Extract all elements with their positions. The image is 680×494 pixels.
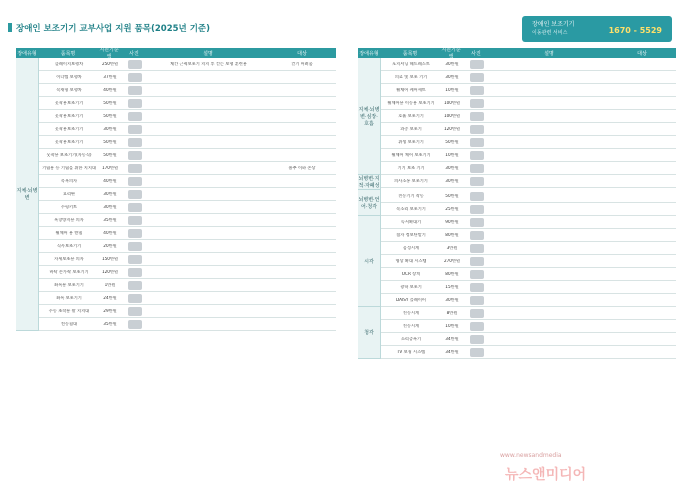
product-image xyxy=(128,177,142,186)
item-name: 의료 및 보조 기기 xyxy=(394,74,428,79)
item-price: 15만원 xyxy=(445,284,459,289)
item-name: 목재형 보행차 xyxy=(56,87,82,92)
item-name: 수동 조작용 팔 지지대 xyxy=(48,308,90,313)
category-cell: 지체·뇌병변 xyxy=(16,58,39,331)
item-name: 목소리 보조기기 xyxy=(396,206,426,211)
item-photo xyxy=(463,244,491,253)
product-image xyxy=(470,177,484,186)
item-photo xyxy=(463,205,491,214)
item-price: 50만원 xyxy=(445,139,459,144)
item-photo xyxy=(121,177,149,186)
category-cell: 지체·뇌병변·심장·호흡 xyxy=(358,58,381,175)
table-row xyxy=(381,333,676,346)
table-row xyxy=(39,292,336,305)
table-row xyxy=(39,305,336,318)
product-image xyxy=(128,73,142,82)
table-row xyxy=(39,110,336,123)
col-desc: 설명 xyxy=(544,50,554,57)
table-header xyxy=(358,48,676,58)
category-cell: 뇌병변·언어·청각 xyxy=(358,190,381,216)
item-photo xyxy=(463,164,491,173)
product-image xyxy=(470,231,484,240)
product-image xyxy=(128,203,142,212)
col-target: 대상 xyxy=(637,50,647,57)
item-name: 진동시계 xyxy=(402,310,420,315)
item-name: 옷착용보조기기 xyxy=(54,126,84,131)
item-name: 요리판 xyxy=(62,191,76,196)
item-target: 걷기 어려움 xyxy=(291,61,313,66)
item-photo xyxy=(121,268,149,277)
table-row xyxy=(39,175,336,188)
item-price: 30만원 xyxy=(103,204,117,209)
item-price: 30만원 xyxy=(445,297,459,302)
product-image xyxy=(128,281,142,290)
product-image xyxy=(128,294,142,303)
item-photo xyxy=(121,99,149,108)
item-photo xyxy=(463,177,491,186)
table-row xyxy=(39,253,336,266)
item-photo xyxy=(463,309,491,318)
item-price: 40만원 xyxy=(103,87,117,92)
item-name: 휠체어용 이동용 보조기기 xyxy=(387,100,435,105)
item-photo xyxy=(121,229,149,238)
table-row xyxy=(381,229,676,242)
item-name: 위생 보조기기 xyxy=(398,139,424,144)
product-image xyxy=(128,99,142,108)
item-price: 170만원 xyxy=(101,165,119,170)
item-name: 진동기기 작동 xyxy=(398,193,424,198)
table-row xyxy=(39,136,336,149)
item-price: 100만원 xyxy=(443,100,461,105)
product-image xyxy=(470,283,484,292)
item-price: 25만원 xyxy=(445,206,459,211)
table-row xyxy=(39,97,336,110)
item-photo xyxy=(121,281,149,290)
product-image xyxy=(128,164,142,173)
product-image xyxy=(470,60,484,69)
product-image xyxy=(470,192,484,201)
item-name: 휠체어 용 받침 xyxy=(55,230,83,235)
item-photo xyxy=(121,216,149,225)
item-photo xyxy=(121,138,149,147)
item-name: 바닥 손가락 보조기기 xyxy=(49,269,89,274)
item-price: 29만원 xyxy=(103,308,117,313)
item-price: 24만원 xyxy=(103,295,117,300)
product-image xyxy=(470,205,484,214)
item-price: 120만원 xyxy=(101,269,119,274)
item-price: 40만원 xyxy=(103,230,117,235)
item-price: 50만원 xyxy=(103,100,117,105)
item-photo xyxy=(121,73,149,82)
col-desc: 설명 xyxy=(203,50,213,57)
item-name: 욕창방지용 의자 xyxy=(54,217,84,222)
item-photo xyxy=(121,203,149,212)
item-price: 80만원 xyxy=(445,271,459,276)
table-row xyxy=(381,149,676,162)
item-name: 클레이지보행차 xyxy=(54,61,84,66)
table-row xyxy=(39,240,336,253)
product-image xyxy=(470,138,484,147)
table-row xyxy=(381,123,676,136)
item-photo xyxy=(463,73,491,82)
table-row xyxy=(39,162,336,175)
product-image xyxy=(128,60,142,69)
item-photo xyxy=(463,151,491,160)
banner-line2: 이동관련 서비스 xyxy=(532,30,568,36)
table-row xyxy=(381,268,676,281)
item-name: 진동시계 xyxy=(402,323,420,328)
item-price: 37만원 xyxy=(103,74,117,79)
item-price: 34만원 xyxy=(445,349,459,354)
category-group xyxy=(358,190,676,216)
product-image xyxy=(128,190,142,199)
product-image xyxy=(470,309,484,318)
table-row xyxy=(39,188,336,201)
product-image xyxy=(128,320,142,329)
table-row xyxy=(39,214,336,227)
item-price: 100만원 xyxy=(443,113,461,118)
table-row xyxy=(381,162,676,175)
item-target: 흉추 이하 손상 xyxy=(288,165,316,170)
item-photo xyxy=(121,125,149,134)
item-price: 30만원 xyxy=(445,61,459,66)
banner-phone: 1670 - 5529 xyxy=(608,26,662,35)
item-photo xyxy=(463,348,491,357)
table-row xyxy=(381,190,676,203)
product-image xyxy=(128,242,142,251)
item-price: 35만원 xyxy=(103,321,117,326)
category-group xyxy=(358,175,676,190)
col-picture: 사진 xyxy=(471,50,481,57)
col-price: 지원기준액 xyxy=(99,47,119,60)
page-title: 장애인 보조기기 교부사업 지원 품목(2025년 기준) xyxy=(16,24,211,34)
col-item: 품목명 xyxy=(402,50,418,57)
item-name: 옷착용보조기기 xyxy=(54,139,84,144)
item-photo xyxy=(463,296,491,305)
item-photo xyxy=(121,60,149,69)
table-row xyxy=(39,318,336,331)
item-photo xyxy=(121,294,149,303)
product-image xyxy=(470,257,484,266)
item-name: 전동침대 xyxy=(60,321,78,326)
item-name: 휠체어 체어 보조기기 xyxy=(391,152,431,157)
item-price: 1만원 xyxy=(104,282,116,287)
product-image xyxy=(128,151,142,160)
table-row xyxy=(381,216,676,229)
table-row xyxy=(381,136,676,149)
product-image xyxy=(128,86,142,95)
col-target: 대상 xyxy=(297,50,307,57)
item-name: TV 보청 시스템 xyxy=(396,349,426,354)
product-image xyxy=(470,244,484,253)
product-image xyxy=(128,229,142,238)
item-price: 10만원 xyxy=(445,323,459,328)
table-row xyxy=(381,307,676,320)
item-name: 이너텔 보행차 xyxy=(56,74,82,79)
table-row xyxy=(381,320,676,333)
table-row xyxy=(39,123,336,136)
product-image xyxy=(128,268,142,277)
category-group xyxy=(358,58,676,175)
item-price: 90만원 xyxy=(445,219,459,224)
table-body xyxy=(358,58,676,359)
item-price: 10만원 xyxy=(445,87,459,92)
item-photo xyxy=(121,307,149,316)
item-price: 30만원 xyxy=(103,191,117,196)
table-header xyxy=(16,48,336,58)
item-name: 의사소통 보조기기 xyxy=(394,178,428,183)
item-price: 150만원 xyxy=(101,256,119,261)
item-price: 10만원 xyxy=(445,152,459,157)
product-image xyxy=(128,125,142,134)
item-name: 광학 보조기 xyxy=(400,284,422,289)
product-image xyxy=(470,73,484,82)
table-row xyxy=(381,97,676,110)
item-photo xyxy=(463,218,491,227)
category-cell: 청각 xyxy=(358,307,381,359)
table-row xyxy=(381,175,676,188)
table-row xyxy=(381,58,676,71)
item-price: 50만원 xyxy=(103,113,117,118)
support-items-table-right xyxy=(358,48,676,484)
item-price: 30만원 xyxy=(103,126,117,131)
support-items-table-left xyxy=(16,48,336,484)
product-image xyxy=(470,335,484,344)
item-price: 30만원 xyxy=(445,74,459,79)
item-name: 좌욕 보조기기 xyxy=(56,295,82,300)
col-category: 장애유형 xyxy=(17,50,37,57)
item-price: 50만원 xyxy=(445,193,459,198)
item-name: 독서확대기 xyxy=(400,219,422,224)
item-name: 자세보조용 의자 xyxy=(54,256,84,261)
watermark: 뉴스앤미디어 xyxy=(505,467,587,483)
item-name: 옷착용보조기기 xyxy=(54,113,84,118)
item-price: 40만원 xyxy=(103,178,117,183)
item-photo xyxy=(463,335,491,344)
item-name: 기립용 등 기립을 위한 지지대 xyxy=(42,165,96,170)
item-price: 250만원 xyxy=(101,61,119,66)
col-price: 지원기준액 xyxy=(441,47,461,60)
item-price: 50만원 xyxy=(103,139,117,144)
item-photo xyxy=(463,270,491,279)
item-photo xyxy=(463,99,491,108)
product-image xyxy=(470,270,484,279)
col-category: 장애유형 xyxy=(359,50,379,57)
item-price: 30만원 xyxy=(445,178,459,183)
item-price: 120만원 xyxy=(443,126,461,131)
table-row xyxy=(39,149,336,162)
table-row xyxy=(39,227,336,240)
item-photo xyxy=(463,322,491,331)
item-photo xyxy=(463,283,491,292)
item-price: 270만원 xyxy=(443,258,461,263)
item-photo xyxy=(463,112,491,121)
product-image xyxy=(470,86,484,95)
item-photo xyxy=(121,112,149,121)
item-photo xyxy=(463,192,491,201)
item-photo xyxy=(463,86,491,95)
item-name: 음성시계 xyxy=(402,245,420,250)
item-name: 휠체어 케어세트 xyxy=(396,87,426,92)
table-row xyxy=(381,346,676,359)
item-photo xyxy=(121,255,149,264)
item-price: 3만원 xyxy=(446,245,458,250)
product-image xyxy=(470,125,484,134)
product-image xyxy=(470,322,484,331)
contact-banner xyxy=(522,16,672,42)
header-right xyxy=(342,0,680,46)
item-photo xyxy=(463,60,491,69)
item-name: 영상 확대 시스템 xyxy=(395,258,427,263)
item-price: 8만원 xyxy=(446,310,458,315)
category-group xyxy=(358,216,676,307)
table-row xyxy=(381,294,676,307)
item-name: 식사보조기기 xyxy=(56,243,82,248)
table-row xyxy=(381,203,676,216)
item-name: 기기 보조 기기 xyxy=(397,165,425,170)
product-image xyxy=(470,112,484,121)
product-image xyxy=(128,216,142,225)
item-price: 34만원 xyxy=(445,336,459,341)
table-body xyxy=(16,58,336,331)
table-row xyxy=(381,242,676,255)
item-name: 호흡 보조기기 xyxy=(398,113,424,118)
product-image xyxy=(470,99,484,108)
item-name: 점자 정보단말기 xyxy=(396,232,426,237)
table-row xyxy=(39,84,336,97)
product-image xyxy=(470,151,484,160)
item-name: DAISY 플레이어 xyxy=(396,297,426,302)
table-row xyxy=(39,266,336,279)
product-image xyxy=(470,296,484,305)
item-photo xyxy=(463,125,491,134)
item-price: 80만원 xyxy=(445,232,459,237)
item-name: 포지셔닝 헤드레스트 xyxy=(392,61,430,66)
item-photo xyxy=(463,138,491,147)
banner-line1: 장애인 보조기기 xyxy=(532,21,575,28)
col-item: 품목명 xyxy=(60,50,76,57)
category-cell: 뇌병변·지적·자폐성 xyxy=(358,176,380,189)
item-description: 체간 근력보조기 지지 후 걷는 보행 훈련용 xyxy=(170,61,247,66)
item-name: 옷착용보조기기 xyxy=(54,100,84,105)
product-image xyxy=(128,255,142,264)
table-row xyxy=(39,58,336,71)
product-image xyxy=(128,307,142,316)
item-price: 50만원 xyxy=(103,152,117,157)
category-cell: 시각 xyxy=(358,216,381,307)
item-price: 35만원 xyxy=(103,217,117,222)
item-name: 목욕의자 xyxy=(60,178,78,183)
table-row xyxy=(381,84,676,97)
product-image xyxy=(470,348,484,357)
item-photo xyxy=(463,257,491,266)
header-left xyxy=(0,0,342,46)
item-price: 30만원 xyxy=(445,165,459,170)
item-photo xyxy=(121,151,149,160)
item-photo xyxy=(121,242,149,251)
table-row xyxy=(381,71,676,84)
item-photo xyxy=(121,320,149,329)
item-photo xyxy=(121,164,149,173)
product-image xyxy=(470,164,484,173)
item-name: OCR 장치 xyxy=(401,271,421,276)
category-group xyxy=(358,307,676,359)
table-row xyxy=(381,281,676,294)
item-name: 옷착용 보조기기(자동식) xyxy=(46,152,92,157)
item-name: 과중 보조기 xyxy=(400,126,422,131)
item-photo xyxy=(121,190,149,199)
item-name: 수평키트 xyxy=(60,204,78,209)
item-price: 20만원 xyxy=(103,243,117,248)
item-name: 좌욕용 보조기기 xyxy=(54,282,84,287)
table-row xyxy=(381,255,676,268)
col-picture: 사진 xyxy=(129,50,139,57)
table-row xyxy=(39,279,336,292)
item-photo xyxy=(121,86,149,95)
table-row xyxy=(39,201,336,214)
item-name: 소리증폭기 xyxy=(400,336,422,341)
product-image xyxy=(128,138,142,147)
product-image xyxy=(470,218,484,227)
table-row xyxy=(381,110,676,123)
product-image xyxy=(128,112,142,121)
category-group xyxy=(16,58,336,331)
table-row xyxy=(39,71,336,84)
watermark-small: www.newsandmedia xyxy=(500,452,562,459)
item-photo xyxy=(463,231,491,240)
